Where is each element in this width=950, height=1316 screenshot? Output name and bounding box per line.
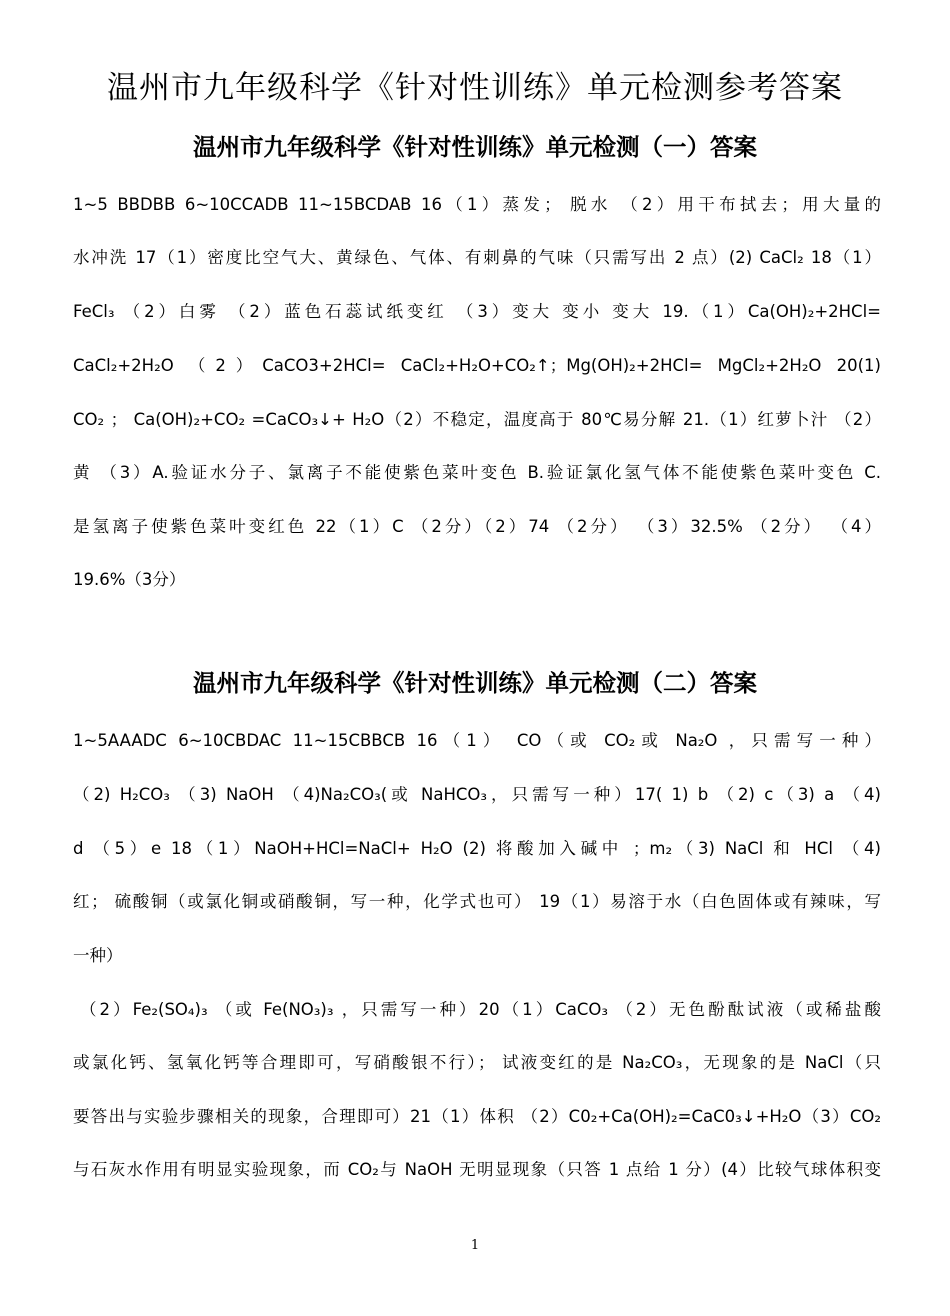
section-2-title: 温州市九年级科学《针对性训练》单元检测（二）答案 (193, 669, 757, 697)
section-2-line: 1~5AAADC 6~10CBDAC 11~15CBBCB 16（1） CO（或 CO₂或 Na₂O ，只需写一种） (73, 731, 881, 750)
section-1-line: 水冲洗 17（1）密度比空气大、黄绿色、气体、有刺鼻的气味（只需写出 2 点）(2) CaCl₂ 18（1） (73, 248, 881, 267)
section-2-line: d （5）e 18（1）NaOH+HCl=NaCl+ H₂O (2) 将酸加入碱中 ；m₂（3) NaCl 和 HCl （4) (73, 839, 881, 858)
section-1-line: 19.6%（3分） (73, 570, 186, 589)
section-1-title: 温州市九年级科学《针对性训练》单元检测（一）答案 (193, 133, 757, 161)
section-1-line: 黄 （3）A.验证水分子、氯离子不能使紫色菜叶变色 B.验证氯化氢气体不能使紫色菜叶变色 C. (73, 463, 881, 482)
section-2-line: 一种） (73, 946, 123, 965)
section-2-line: （2）Fe₂(SO₄)₃ （或 Fe(NO₃)₃ ，只需写一种）20（1）CaCO₃ （2）无色酚酞试液（或稀盐酸 (80, 1000, 881, 1019)
section-2-line: 红； 硫酸铜（或氯化铜或硝酸铜，写一种，化学式也可） 19（1）易溶于水（白色固体或有辣味，写 (73, 892, 881, 911)
section-1-line: 是氢离子使紫色菜叶变红色 22（1）C （2分）（2）74 （2分） （3）32.5% （2分） （4） (73, 517, 881, 536)
page-number: 1 (470, 1238, 480, 1253)
section-2-line: （2) H₂CO₃ （3) NaOH （4)Na₂CO₃(或 NaHCO₃，只需写一种）17( 1) b （2) c（3) a （4) (73, 785, 881, 804)
page-title: 温州市九年级科学《针对性训练》单元检测参考答案 (107, 70, 843, 106)
section-2-line: 或氯化钙、氢氧化钙等合理即可，写硝酸银不行）； 试液变红的是 Na₂CO₃，无现象的是 NaCl（只 (73, 1053, 881, 1072)
section-1-line: CO₂ ； Ca(OH)₂+CO₂ =CaCO₃↓+ H₂O（2）不稳定，温度高于 80℃易分解 21.（1）红萝卜汁 （2） (73, 410, 881, 429)
section-1-line: CaCl₂+2H₂O （2）CaCO3+2HCl= CaCl₂+H₂O+CO₂↑；Mg(OH)₂+2HCl= MgCl₂+2H₂O 20(1) (73, 356, 881, 375)
section-2-line: 要答出与实验步骤相关的现象，合理即可）21（1）体积 （2）C0₂+Ca(OH)₂=CaC0₃↓+H₂O（3）CO₂ (73, 1107, 881, 1126)
section-2-line: 与石灰水作用有明显实验现象，而 CO₂与 NaOH 无明显现象（只答 1 点给 1 分）(4）比较气球体积变 (73, 1160, 881, 1179)
section-1-line: FeCl₃ （2）白雾 （2）蓝色石蕊试纸变红 （3）变大 变小 变大 19.（1）Ca(OH)₂+2HCl= (73, 302, 881, 321)
section-1-line: 1~5 BBDBB 6~10CCADB 11~15BCDAB 16（1）蒸发； 脱水 （2）用干布拭去；用大量的 (73, 195, 881, 214)
